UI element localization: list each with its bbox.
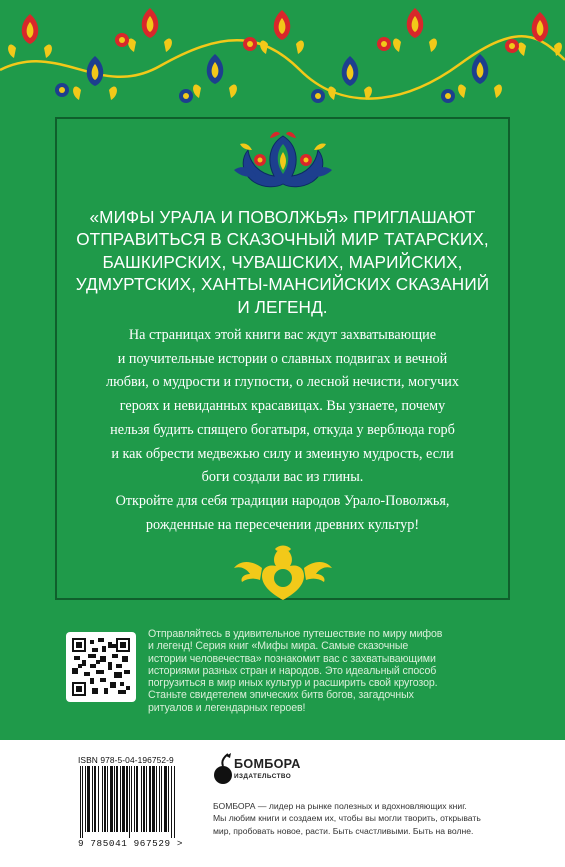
description-line: и как обрести медвежью силу и змеиную мудрость, если — [111, 445, 454, 462]
description-line: героях и невиданных красавицах. Вы узнаете, почему — [119, 398, 446, 415]
qr-code-icon — [72, 638, 130, 696]
publisher-logo-icon — [212, 751, 234, 787]
series-promo — [148, 628, 508, 714]
promo-line: погрузиться в мир иных культур и расширить свой кругозор. — [148, 677, 438, 690]
promo-line: историями разных стран и народов. Это идеальный способ — [148, 664, 437, 677]
headline-line: УДМУРТСКИХ, ХАНТЫ-МАНСИЙСКИХ СКАЗАНИЙ — [75, 274, 490, 295]
description-line: Откройте для себя традиции народов Урало-Поволжья, — [115, 492, 450, 509]
qr-code[interactable] — [66, 632, 136, 702]
barcode-digits: 9 785041 967529 > — [78, 838, 184, 849]
isbn-label: ISBN 978-5-04-196752-9 — [78, 755, 174, 765]
barcode — [78, 755, 208, 851]
promo-line: и легенд! Серия книг «Мифы мира. Самые сказочные — [148, 640, 409, 653]
publisher-name: БОМБОРА — [234, 757, 301, 771]
promo-line: истории человечества» познакомит вас с захватывающими — [148, 652, 436, 665]
description-line: рожденные на пересечении древних культур! — [145, 516, 420, 533]
floral-motif-bottom-icon — [216, 542, 350, 604]
description-line: любви, о мудрости и глупости, о лесной нечисти, могучих — [106, 374, 459, 391]
promo-line: ритуалов и легендарных героев! — [148, 701, 306, 714]
floral-ornament-band — [0, 0, 565, 118]
headline-line: И ЛЕГЕНД. — [237, 296, 328, 317]
description-line: нельзя будить спящего богатыря, откуда у верблюда горб — [110, 421, 455, 438]
publisher-subtitle: ИЗДАТЕЛЬСТВО — [234, 773, 292, 780]
promo-line: Отправляйтесь в удивительное путешествие по миру мифов — [148, 628, 443, 640]
description-line: На страницах этой книги вас ждут захватывающие — [128, 327, 437, 343]
floral-motif-top-icon — [230, 130, 336, 192]
headline-line: ОТПРАВИТЬСЯ В СКАЗОЧНЫЙ МИР ТАТАРСКИХ, — [76, 229, 489, 250]
publisher-line: БОМБОРА — лидер на рынке полезных и вдохновляющих книг. — [213, 801, 467, 811]
description — [70, 324, 495, 537]
headline-line: «МИФЫ УРАЛА И ПОВОЛЖЬЯ» ПРИГЛАШАЮТ — [89, 207, 476, 227]
publisher-description — [213, 800, 553, 837]
promo-line: Станьте свидетелем эпических битв богов, загадочных — [148, 689, 414, 702]
barcode-bars-icon — [78, 766, 206, 838]
publisher-line: мир, пробовать новое, расти. Быть счастливыми. Быть на волне. — [213, 825, 474, 836]
headline — [70, 206, 495, 318]
headline-line: БАШКИРСКИХ, ЧУВАШСКИХ, МАРИЙСКИХ, — [102, 251, 463, 272]
description-line: боги создали вас из глины. — [201, 469, 364, 486]
publisher-line: Мы любим книги и создаем их, чтобы вы могли творить, открывать — [213, 813, 481, 824]
description-line: и поучительные истории о славных подвигах и вечной — [117, 350, 448, 367]
